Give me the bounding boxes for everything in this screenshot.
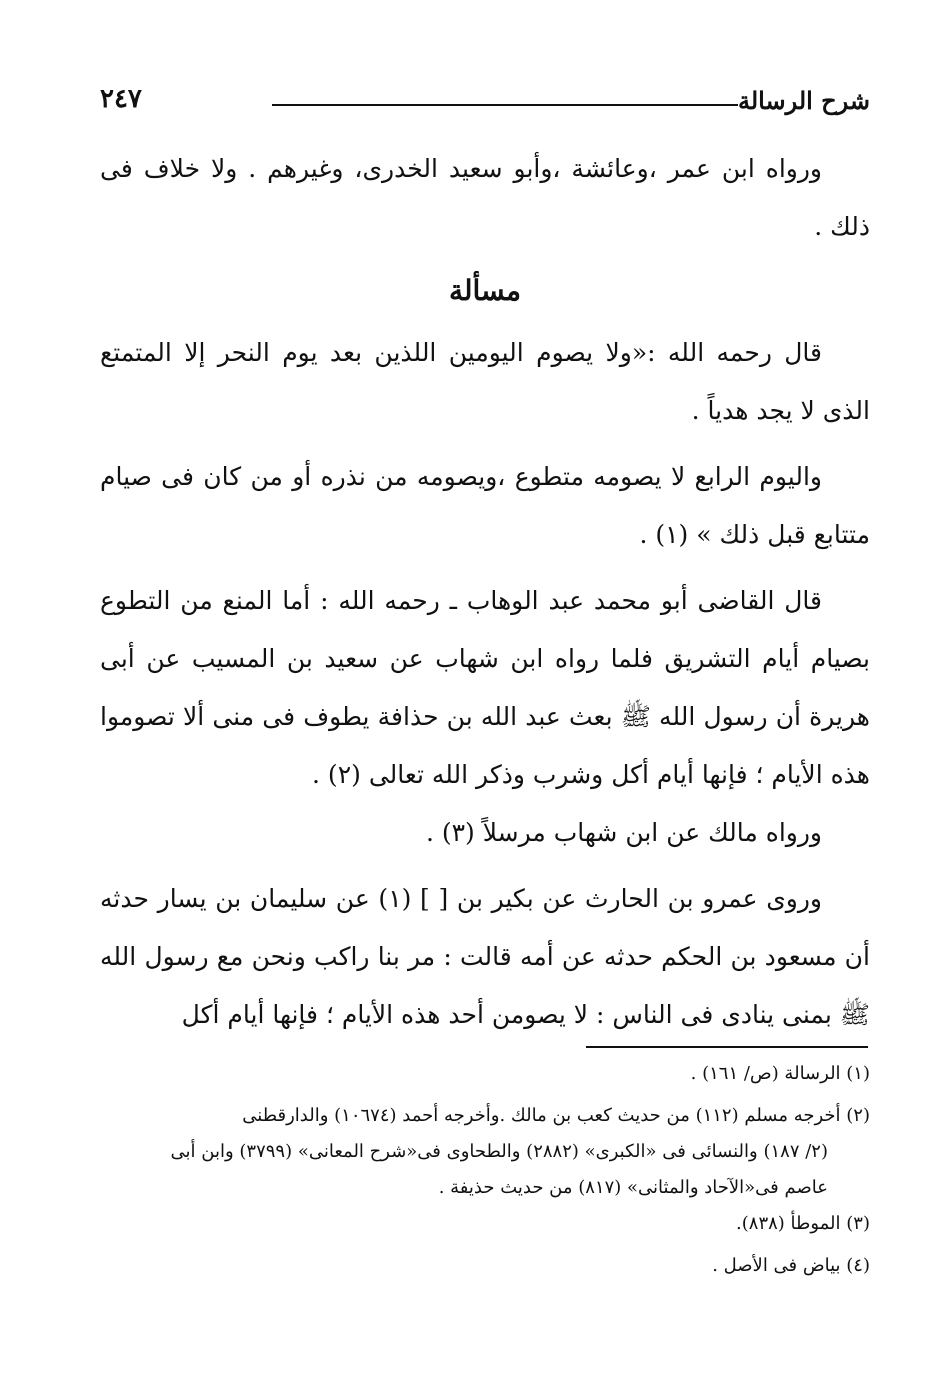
main-text (100, 140, 870, 1044)
page-number: ٢٤٧ (100, 84, 142, 114)
header-rule (272, 104, 738, 106)
paragraph-5: ورواه مالك عن ابن شهاب مرسلاً (٣) . (425, 818, 822, 847)
footnote-rule (586, 1046, 868, 1048)
paragraph-4: قال القاضى أبو محمد عبد الوهاب ـ رحمه الله : أما المنع من التطوع بصيام أيام التشريق فلما رواه ابن شهاب عن سعيد بن المسيب عن أبى هريرة أن رسول الله ﷺ بعث عبد الله بن حذافة يطوف فى منى ألا تصوموا هذه الأيام ؛ فإنها أيام أكل وشرب وذكر الله تعالى (٢) . (100, 586, 870, 789)
footnote-2-line-3: عاصم فى«الآحاد والمثانى» (٨١٧) من حديث حذيفة . (438, 1177, 828, 1198)
running-header (100, 84, 870, 124)
paragraph-2: قال رحمه الله :«ولا يصوم اليومين اللذين بعد يوم النحر إلا المتمتع الذى لا يجد هدياً . (100, 338, 870, 425)
footnotes (100, 1056, 870, 1284)
paragraph-1: ورواه ابن عمر ،وعائشة ،وأبو سعيد الخدرى، وغيرهم . ولا خلاف فى ذلك . (100, 154, 870, 241)
footnote-2-line-2: (٢/ ١٨٧) والنسائى فى «الكبرى» (٢٨٨٢) والطحاوى فى«شرح المعانى» (٣٧٩٩) وابن أبى (170, 1141, 828, 1162)
footnote-2-line-1: (٢) أخرجه مسلم (١١٢) من حديث كعب بن مالك .وأخرجه أحمد (١٠٦٧٤) والدارقطنى (242, 1105, 870, 1126)
paragraph-6: وروى عمرو بن الحارث عن بكير بن [ ] (١) عن سليمان بن يسار حدثه أن مسعود بن الحكم حدثه عن أمه قالت : مر بنا راكب ونحن مع رسول الله ﷺ بمنى ينادى فى الناس : لا يصومن أحد هذه الأيام ؛ فإنها أيام أكل (100, 884, 870, 1029)
footnote-4: (٤) بياض فى الأصل . (712, 1255, 870, 1276)
section-heading: مسألة (448, 274, 522, 307)
footnote-3: (٣) الموطأ (٨٣٨). (736, 1213, 870, 1234)
book-title: شرح الرسالة (737, 86, 870, 115)
footnote-1: (١) الرسالة (ص/ ١٦١) . (690, 1063, 870, 1084)
paragraph-3: واليوم الرابع لا يصومه متطوع ،ويصومه من نذره أو من كان فى صيام متتابع قبل ذلك » (١) . (100, 462, 870, 549)
